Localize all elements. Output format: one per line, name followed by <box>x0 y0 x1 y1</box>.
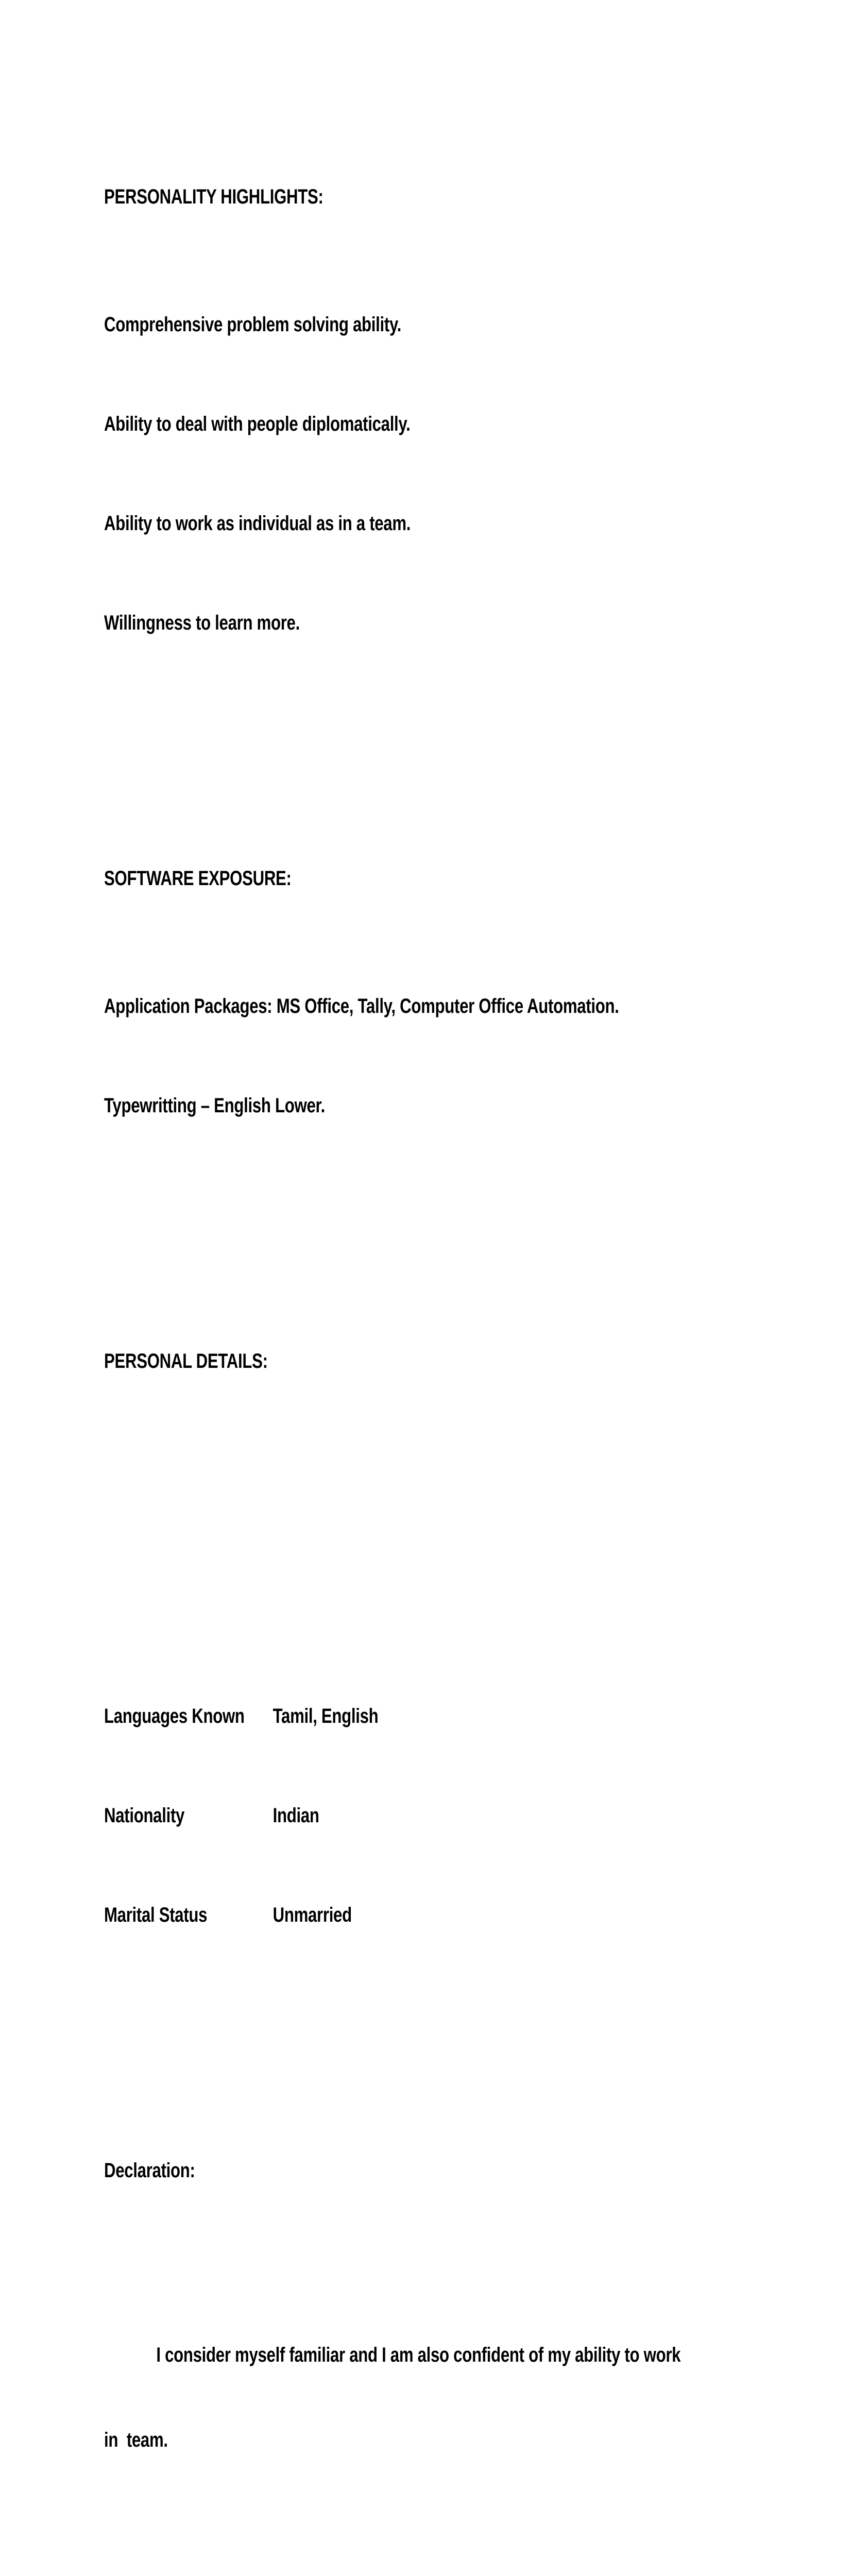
blank-line <box>104 2029 751 2072</box>
blank-line <box>104 1574 751 1617</box>
detail-label: Nationality <box>104 1804 185 1827</box>
section-heading-declaration: Declaration: <box>104 2159 195 2182</box>
blank-line <box>104 1475 751 1518</box>
detail-row-marital-status <box>104 1901 751 1929</box>
detail-value: Tamil, English <box>272 1705 379 1727</box>
section-heading-personal-details: PERSONAL DETAILS: <box>104 1350 268 1372</box>
software-item: Application Packages: MS Office, Tally, Computer Office Automation. <box>104 995 619 1018</box>
personality-item: Willingness to learn more. <box>104 612 300 634</box>
detail-label: Languages Known <box>104 1705 245 1727</box>
blank-line <box>104 737 751 779</box>
detail-row-nationality <box>104 1802 751 1830</box>
detail-label: Marital Status <box>104 1904 208 1926</box>
detail-row-languages <box>104 1702 751 1731</box>
section-heading-personality-highlights: PERSONALITY HIGHLIGHTS: <box>104 185 323 208</box>
personality-item: Ability to deal with people diplomatically. <box>104 413 411 435</box>
blank-line <box>104 1219 751 1262</box>
declaration-line: I consider myself familiar and I am also confident of my ability to work <box>156 2344 681 2366</box>
declaration-line: in team. <box>104 2429 168 2451</box>
declaration-paragraph <box>104 2284 751 2511</box>
section-heading-software-exposure: SOFTWARE EXPOSURE: <box>104 867 292 890</box>
detail-value: Unmarried <box>272 1904 352 1926</box>
detail-value: Indian <box>272 1804 319 1827</box>
personality-item: Ability to work as individual as in a team. <box>104 512 411 535</box>
resume-content <box>104 98 751 2576</box>
personality-item: Comprehensive problem solving ability. <box>104 313 402 336</box>
software-item: Typewritting – English Lower. <box>104 1094 325 1117</box>
